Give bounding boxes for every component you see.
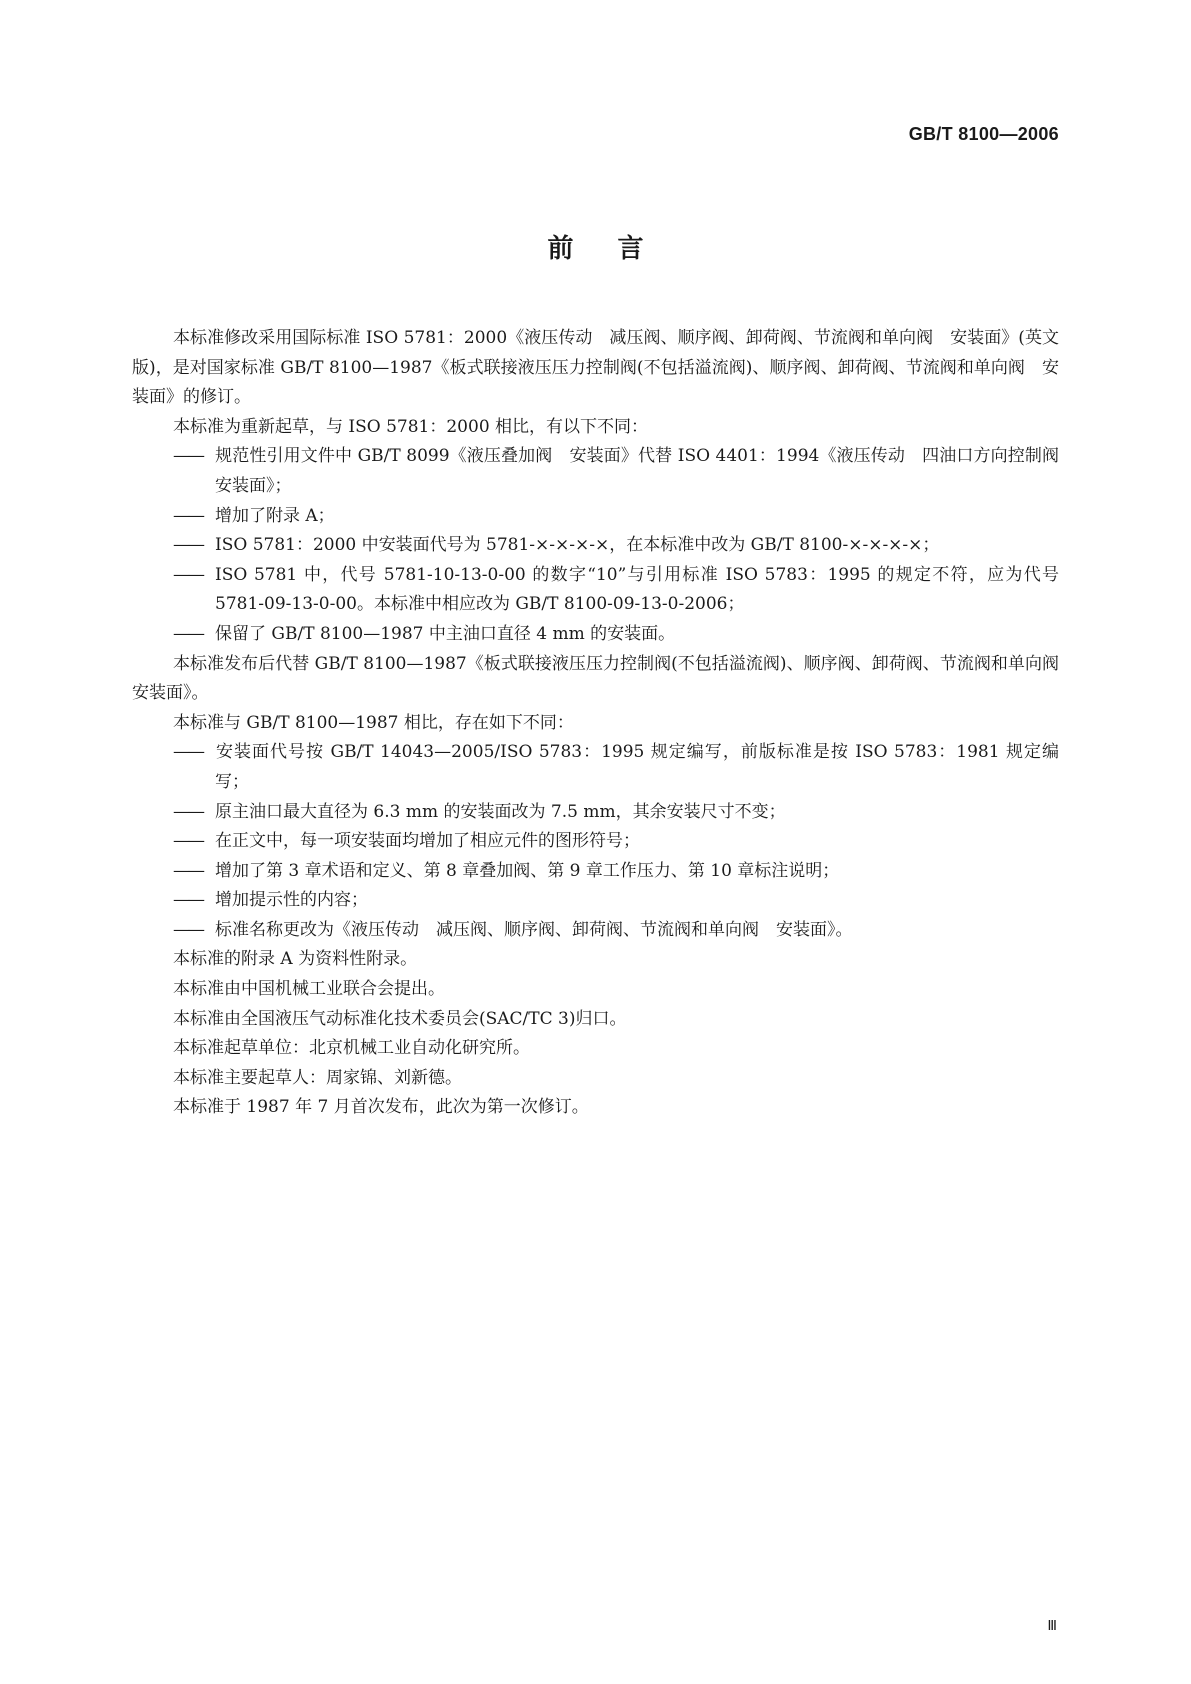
list-item <box>132 738 1059 797</box>
paragraph <box>132 1005 1059 1035</box>
dash-mark: —— <box>173 831 203 852</box>
paragraph-text: 在正文中，每一项安装面均增加了相应元件的图形符号； <box>215 831 640 852</box>
foreword-body <box>132 324 1076 1123</box>
list-item <box>132 798 1059 828</box>
paragraph <box>132 709 1059 739</box>
paragraph-text: 标准名称更改为《液压传动 减压阀、顺序阀、卸荷阀、节流阀和单向阀 安装面》。 <box>215 919 853 940</box>
dash-mark: —— <box>173 742 203 763</box>
paragraph-text: 保留了 GB/T 8100—1987 中主油口直径 4 mm 的安装面。 <box>215 623 676 644</box>
paragraph-text: 本标准由全国液压气动标准化技术委员会(SAC/TC 3)归口。 <box>173 1008 627 1029</box>
paragraph-text: 本标准与 GB/T 8100—1987 相比，存在如下不同： <box>173 712 574 733</box>
paragraph-text: 规范性引用文件中 GB/T 8099《液压叠加阀 安装面》代替 ISO 4401：1994《液压传动 四油口方向控制阀 安装面》； <box>215 446 1076 496</box>
list-item <box>132 620 1059 650</box>
dash-mark: —— <box>173 446 203 467</box>
list-item <box>132 886 1059 916</box>
list-item <box>132 827 1059 857</box>
paragraph-text: 增加了第 3 章术语和定义、第 8 章叠加阀、第 9 章工作压力、第 10 章标注说明； <box>215 860 840 881</box>
dash-mark: —— <box>173 919 203 940</box>
dash-mark: —— <box>173 505 203 526</box>
list-item <box>132 857 1059 887</box>
paragraph <box>132 945 1059 975</box>
page-number: Ⅲ <box>1047 1619 1057 1634</box>
paragraph-text: 本标准由中国机械工业联合会提出。 <box>173 979 445 1000</box>
paragraph-text: 增加了附录 A； <box>215 505 335 526</box>
paragraph <box>132 413 1059 443</box>
page-title: 前言 <box>547 234 688 264</box>
paragraph-text: ISO 5781：2000 中安装面代号为 5781-×-×-×-×，在本标准中改为 GB/T 8100-×-×-×-×； <box>215 535 940 556</box>
paragraph <box>132 324 1059 413</box>
list-item <box>132 442 1076 501</box>
paragraph-text: ISO 5781 中，代号 5781-10-13-0-00 的数字“10”与引用标准 ISO 5783：1995 的规定不符，应为代号 5781-09-13-0-00。本标准中相应改为 GB/T 8100-09-13-0-2006； <box>215 564 1059 615</box>
paragraph-text: 本标准发布后代替 GB/T 8100—1987《板式联接液压压力控制阀(不包括溢流阀)、顺序阀、卸荷阀、节流阀和单向阀 安装面》。 <box>132 653 1076 704</box>
paragraph <box>132 1034 1059 1064</box>
dash-mark: —— <box>173 564 203 585</box>
paragraph-text: 原主油口最大直径为 6.3 mm 的安装面改为 7.5 mm，其余安装尺寸不变； <box>215 801 786 822</box>
list-item <box>132 916 1059 946</box>
paragraph-text: 本标准为重新起草，与 ISO 5781：2000 相比，有以下不同： <box>173 416 649 437</box>
paragraph-text: 安装面代号按 GB/T 14043—2005/ISO 5783：1995 规定编写，前版标准是按 ISO 5783：1981 规定编写； <box>215 742 1059 792</box>
dash-mark: —— <box>173 623 203 644</box>
paragraph-text: 本标准起草单位：北京机械工业自动化研究所。 <box>173 1038 530 1059</box>
dash-mark: —— <box>173 890 203 911</box>
paragraph-text: 本标准于 1987 年 7 月首次发布，此次为第一次修订。 <box>173 1097 589 1118</box>
list-item <box>132 502 1059 532</box>
list-item <box>132 561 1059 620</box>
list-item <box>132 531 1059 561</box>
dash-mark: —— <box>173 535 203 556</box>
paragraph-text: 本标准的附录 A 为资料性附录。 <box>173 949 418 970</box>
paragraph <box>132 650 1076 709</box>
paragraph <box>132 1064 1059 1094</box>
paragraph-text: 本标准修改采用国际标准 ISO 5781：2000《液压传动 减压阀、顺序阀、卸荷阀、节流阀和单向阀 安装面》(英文版)，是对国家标准 GB/T 8100—1987《板式联接液压压力控制阀(不包括溢流阀)、顺序阀、卸荷阀、节流阀和单向阀 安装面》的修订。 <box>132 328 1059 408</box>
dash-mark: —— <box>173 860 203 881</box>
paragraph-text: 本标准主要起草人：周家锦、刘新德。 <box>173 1067 462 1088</box>
paragraph <box>132 1093 1059 1123</box>
paragraph-text: 增加提示性的内容； <box>215 890 368 911</box>
standard-code: GB/T 8100—2006 <box>908 124 1059 144</box>
paragraph <box>132 975 1059 1005</box>
dash-mark: —— <box>173 801 203 822</box>
